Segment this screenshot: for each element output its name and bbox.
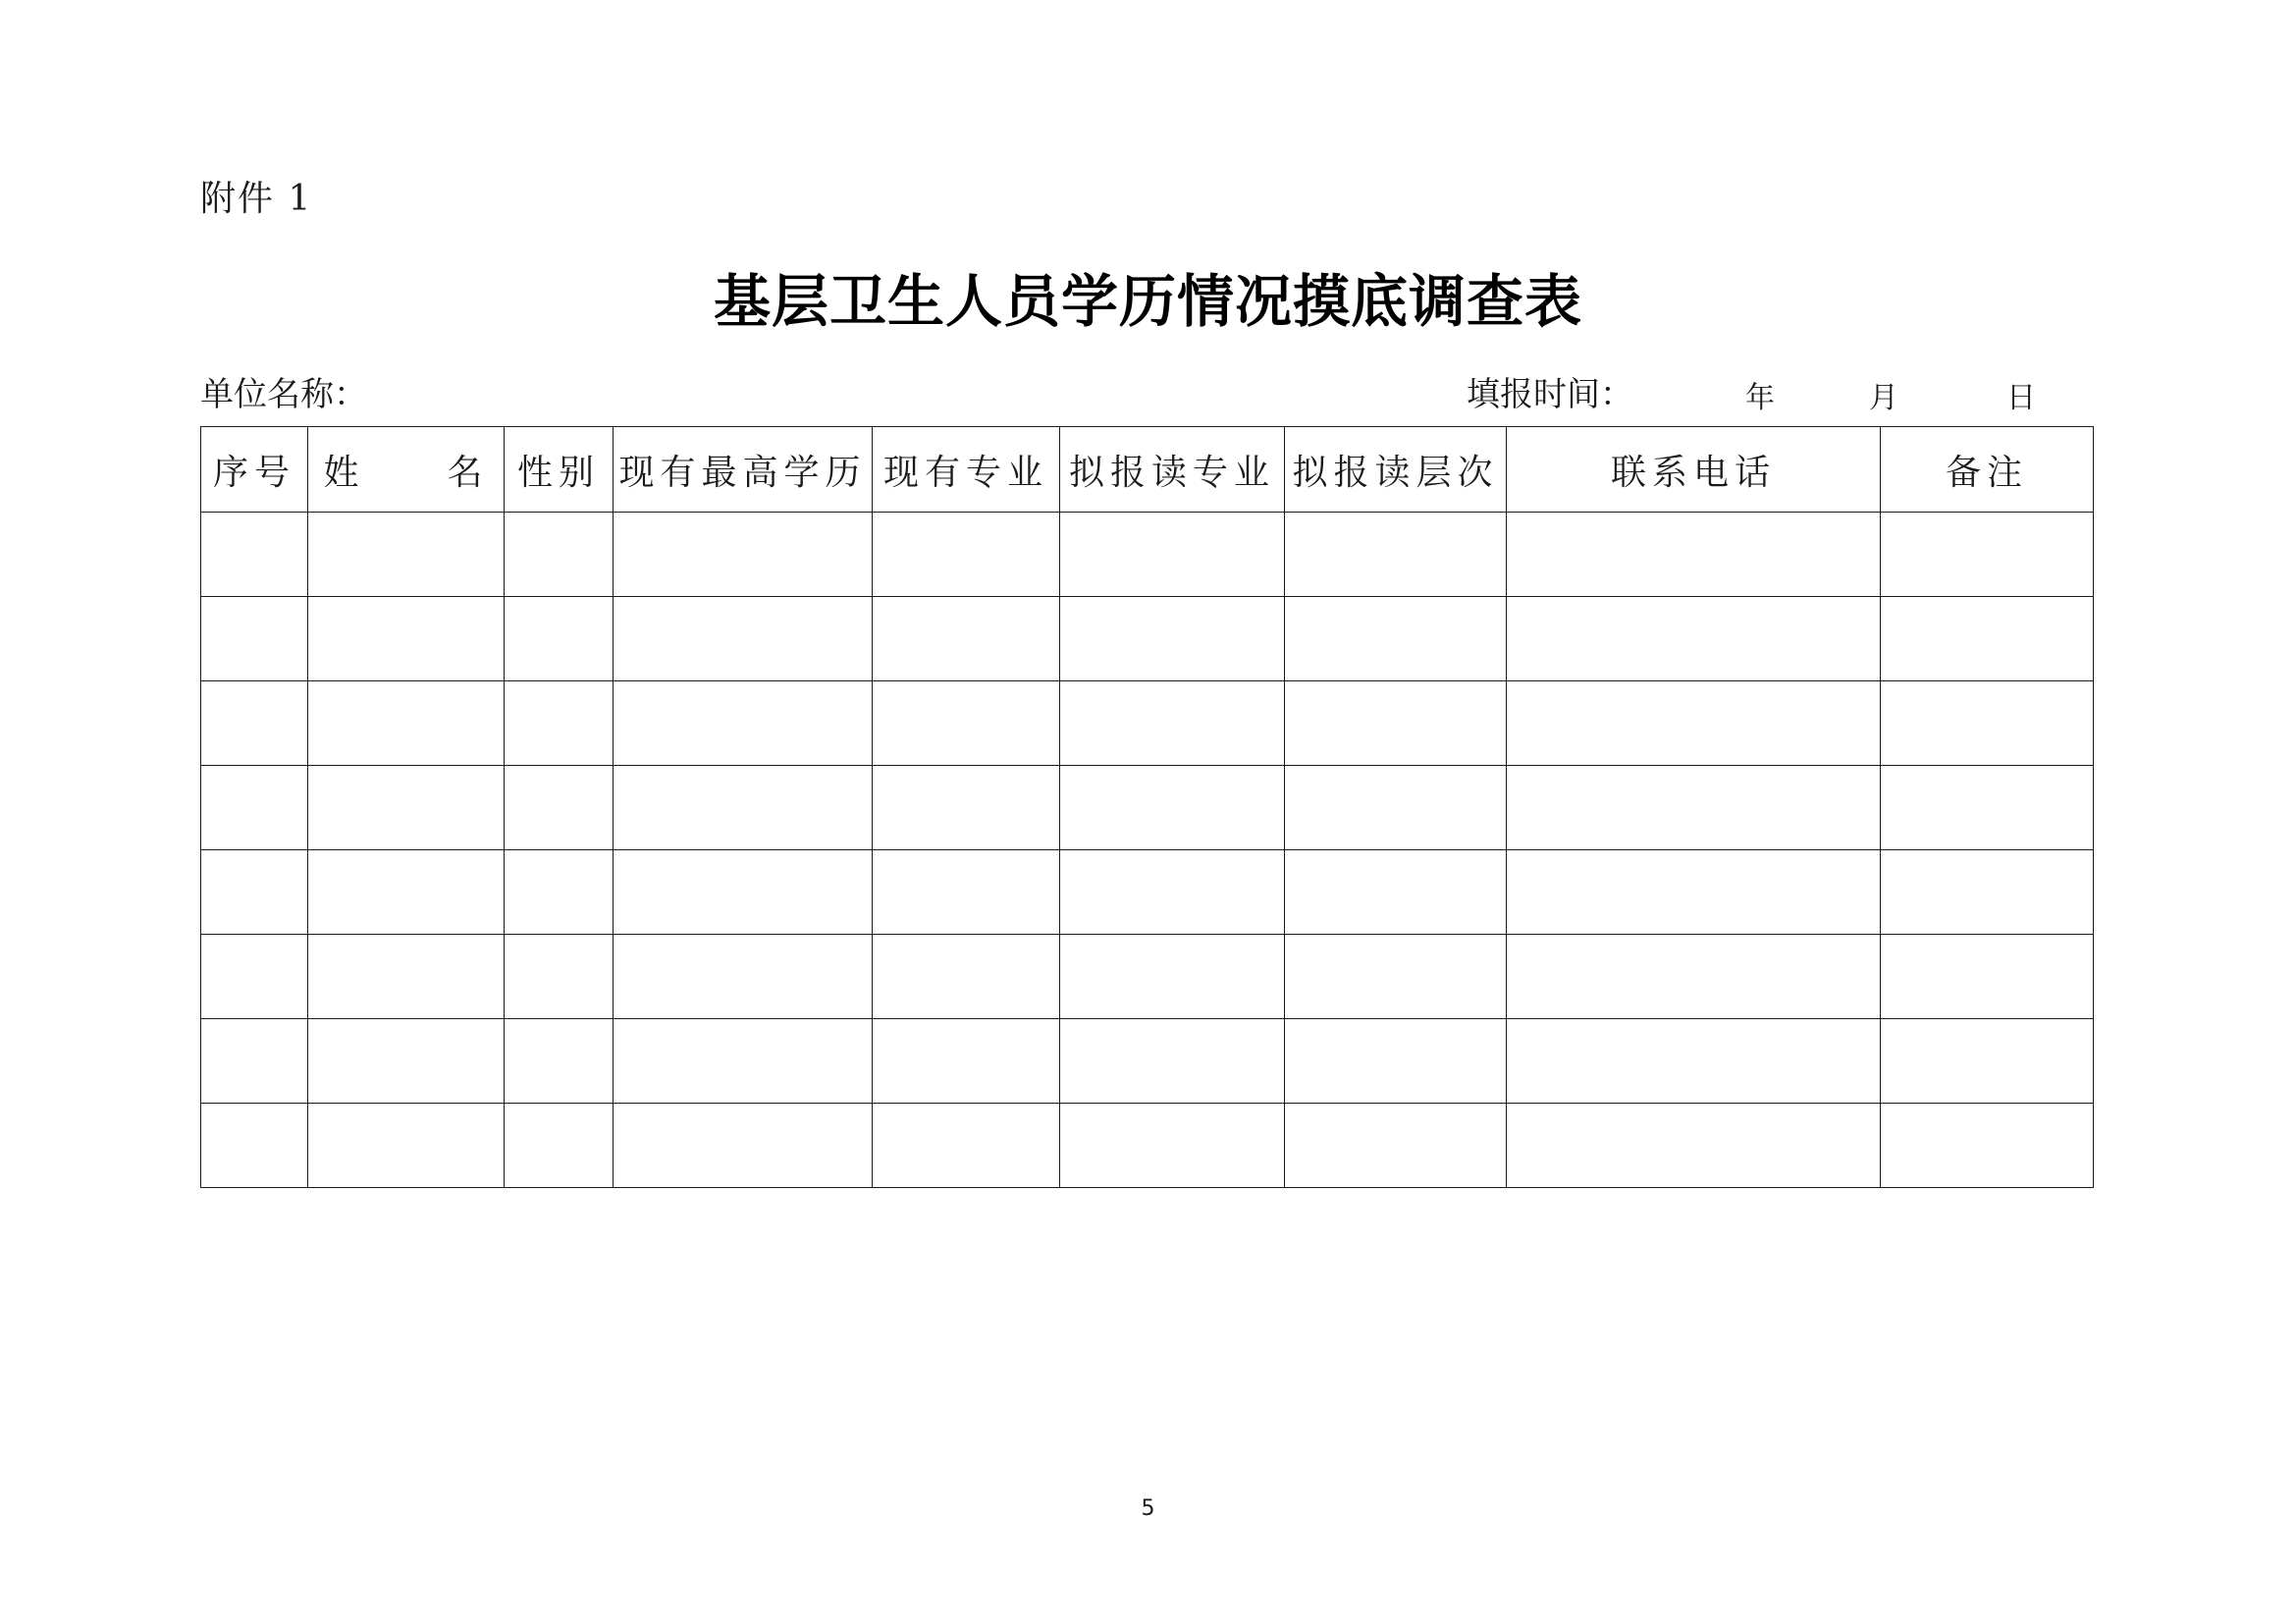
table-cell [1060,850,1285,935]
table-cell [1881,513,2094,597]
table-row [201,1104,2094,1188]
header-intended-level: 拟报读层次 [1285,427,1507,513]
table-row [201,597,2094,681]
table-cell [308,681,505,766]
table-cell [1881,850,2094,935]
table-cell [1507,850,1881,935]
table-cell [614,766,873,850]
table-cell [1060,681,1285,766]
table-row [201,766,2094,850]
fill-time-section [1467,367,2036,415]
table-cell [1285,935,1507,1019]
table-cell [1881,1104,2094,1188]
table-cell [1060,513,1285,597]
table-cell [505,850,614,935]
header-remarks: 备注 [1881,427,2094,513]
table-cell [1507,1104,1881,1188]
table-cell [1285,597,1507,681]
table-cell [1285,681,1507,766]
table-cell [873,766,1060,850]
table-cell [1881,1019,2094,1104]
table-cell [1285,766,1507,850]
table-cell [614,935,873,1019]
table-cell [614,681,873,766]
table-row [201,1019,2094,1104]
header-current-major: 现有专业 [873,427,1060,513]
table-cell [1285,513,1507,597]
table-row [201,935,2094,1019]
table-cell [201,513,308,597]
table-cell [1507,1019,1881,1104]
table-cell [201,850,308,935]
table-cell [201,1019,308,1104]
table-cell [873,1019,1060,1104]
table-cell [873,513,1060,597]
table-cell [873,850,1060,935]
table-cell [614,850,873,935]
table-row [201,681,2094,766]
date-month-label: 月 [1869,381,1898,415]
table-cell [614,597,873,681]
table-header-row [201,427,2094,513]
table-cell [505,935,614,1019]
table-cell [201,935,308,1019]
table-cell [1060,766,1285,850]
table-cell [873,1104,1060,1188]
survey-table [200,426,2094,1188]
table-cell [505,1104,614,1188]
table-cell [1881,597,2094,681]
table-cell [505,766,614,850]
table-cell [505,1019,614,1104]
unit-name-label: 单位名称： [200,375,367,414]
table-cell [1881,766,2094,850]
table-cell [201,1104,308,1188]
table-cell [1060,1104,1285,1188]
table-cell [614,1104,873,1188]
table-cell [1060,597,1285,681]
table-row [201,850,2094,935]
table-cell [1060,935,1285,1019]
table-cell [873,681,1060,766]
table-cell [1285,850,1507,935]
table-cell [308,935,505,1019]
table-cell [614,513,873,597]
header-highest-education: 现有最高学历 [614,427,873,513]
table-cell [1285,1019,1507,1104]
attachment-label: 附件 1 [200,179,313,219]
table-cell [308,513,505,597]
table-row [201,513,2094,597]
table-cell [1507,513,1881,597]
table-cell [1881,681,2094,766]
table-cell [505,681,614,766]
table-cell [1507,766,1881,850]
fill-time-label: 填报时间： [1467,375,1633,414]
date-day-label: 日 [2006,381,2036,415]
header-gender: 性别 [505,427,614,513]
page-number: 5 [1141,1496,1155,1521]
table-cell [505,513,614,597]
table-cell [1285,1104,1507,1188]
header-phone: 联系电话 [1507,427,1881,513]
table-cell [201,681,308,766]
date-year-label: 年 [1745,381,1775,415]
table-cell [873,935,1060,1019]
table-cell [505,597,614,681]
table-cell [1060,1019,1285,1104]
table-cell [201,597,308,681]
table-cell [308,850,505,935]
table-cell [308,1019,505,1104]
table-cell [308,597,505,681]
table-cell [1507,681,1881,766]
header-intended-major: 拟报读专业 [1060,427,1285,513]
table-cell [308,766,505,850]
table-cell [873,597,1060,681]
table-cell [1507,935,1881,1019]
table-cell [614,1019,873,1104]
table-cell [308,1104,505,1188]
document-title: 基层卫生人员学历情况摸底调查表 [713,268,1582,335]
table-body [201,513,2094,1188]
table-cell [1507,597,1881,681]
header-serial-number: 序号 [201,427,308,513]
header-name: 姓 名 [308,427,505,513]
table-cell [201,766,308,850]
table-cell [1881,935,2094,1019]
